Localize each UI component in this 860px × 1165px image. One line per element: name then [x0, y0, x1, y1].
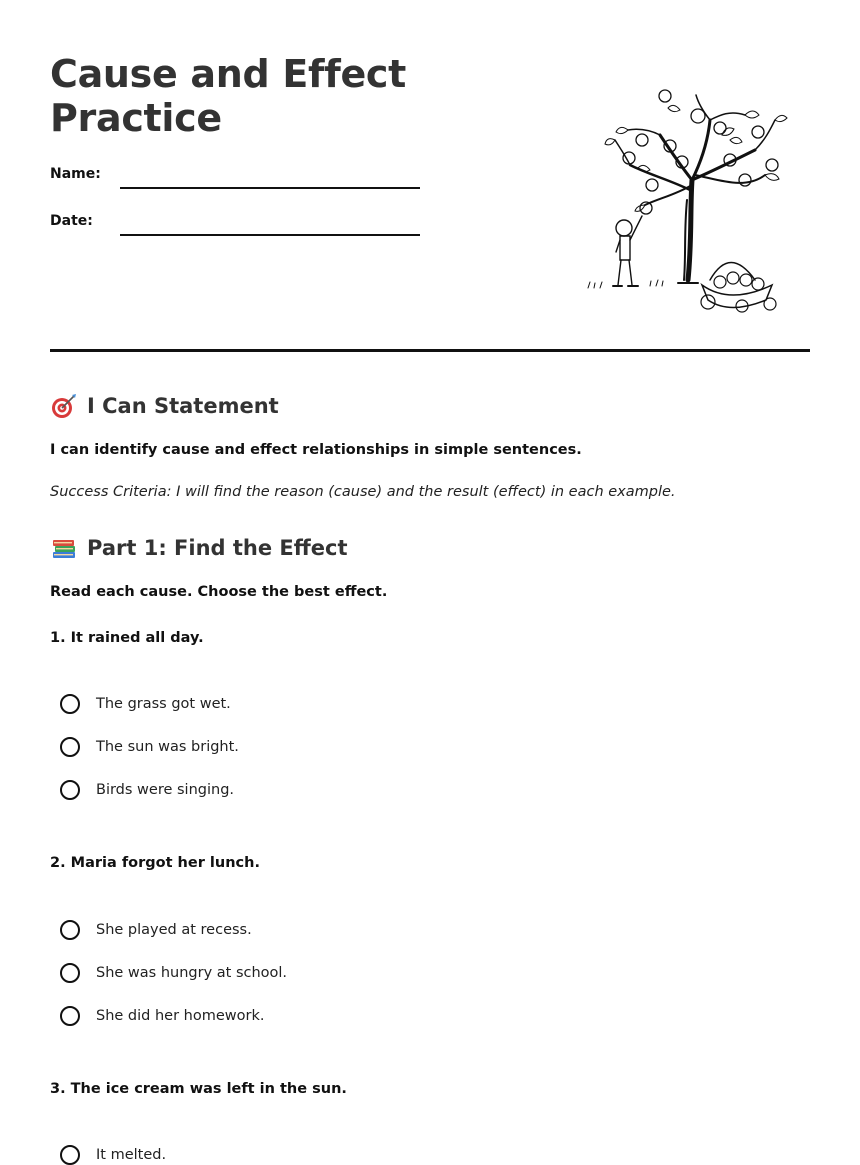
question-3-option-1[interactable]	[60, 1145, 166, 1165]
name-label: Name:	[50, 166, 101, 182]
option-label: She played at recess.	[96, 922, 252, 938]
question-2-option-3[interactable]	[60, 1006, 264, 1026]
date-field[interactable]	[120, 234, 420, 236]
question-2-prompt: 2. Maria forgot her lunch.	[50, 855, 260, 871]
option-label: She was hungry at school.	[96, 965, 288, 981]
part1-heading-text: Part 1: Find the Effect	[87, 536, 348, 560]
radio-button[interactable]	[60, 920, 80, 940]
question-1-option-3[interactable]	[60, 780, 234, 800]
radio-button[interactable]	[60, 963, 80, 983]
option-label: The grass got wet.	[96, 696, 231, 712]
apple-tree-illustration	[580, 80, 795, 320]
books-icon	[50, 534, 78, 562]
i-can-statement: I can identify cause and effect relationships in simple sentences.	[50, 442, 582, 458]
radio-button[interactable]	[60, 1006, 80, 1026]
radio-button[interactable]	[60, 1145, 80, 1165]
option-label: The sun was bright.	[96, 739, 239, 755]
radio-button[interactable]	[60, 694, 80, 714]
part1-heading	[50, 534, 348, 562]
question-3-prompt: 3. The ice cream was left in the sun.	[50, 1081, 347, 1097]
part1-instructions: Read each cause. Choose the best effect.	[50, 584, 388, 600]
i-can-heading-text: I Can Statement	[87, 394, 279, 418]
question-1-option-1[interactable]	[60, 694, 231, 714]
i-can-heading	[50, 392, 279, 420]
name-field[interactable]	[120, 187, 420, 189]
success-criteria: Success Criteria: I will find the reason (cause) and the result (effect) in each example.	[50, 484, 676, 500]
question-1-option-2[interactable]	[60, 737, 239, 757]
date-label: Date:	[50, 213, 93, 229]
question-2-option-2[interactable]	[60, 963, 287, 983]
option-label: It melted.	[96, 1147, 167, 1163]
option-label: Birds were singing.	[96, 782, 235, 798]
question-2-option-1[interactable]	[60, 920, 252, 940]
worksheet-title	[50, 52, 470, 140]
question-1-prompt: 1. It rained all day.	[50, 630, 204, 646]
title-line-1: Cause and Effect	[50, 52, 407, 96]
radio-button[interactable]	[60, 780, 80, 800]
target-icon	[50, 392, 78, 420]
radio-button[interactable]	[60, 737, 80, 757]
option-label: She did her homework.	[96, 1008, 265, 1024]
title-line-2: Practice	[50, 96, 222, 140]
header-divider	[50, 349, 810, 352]
